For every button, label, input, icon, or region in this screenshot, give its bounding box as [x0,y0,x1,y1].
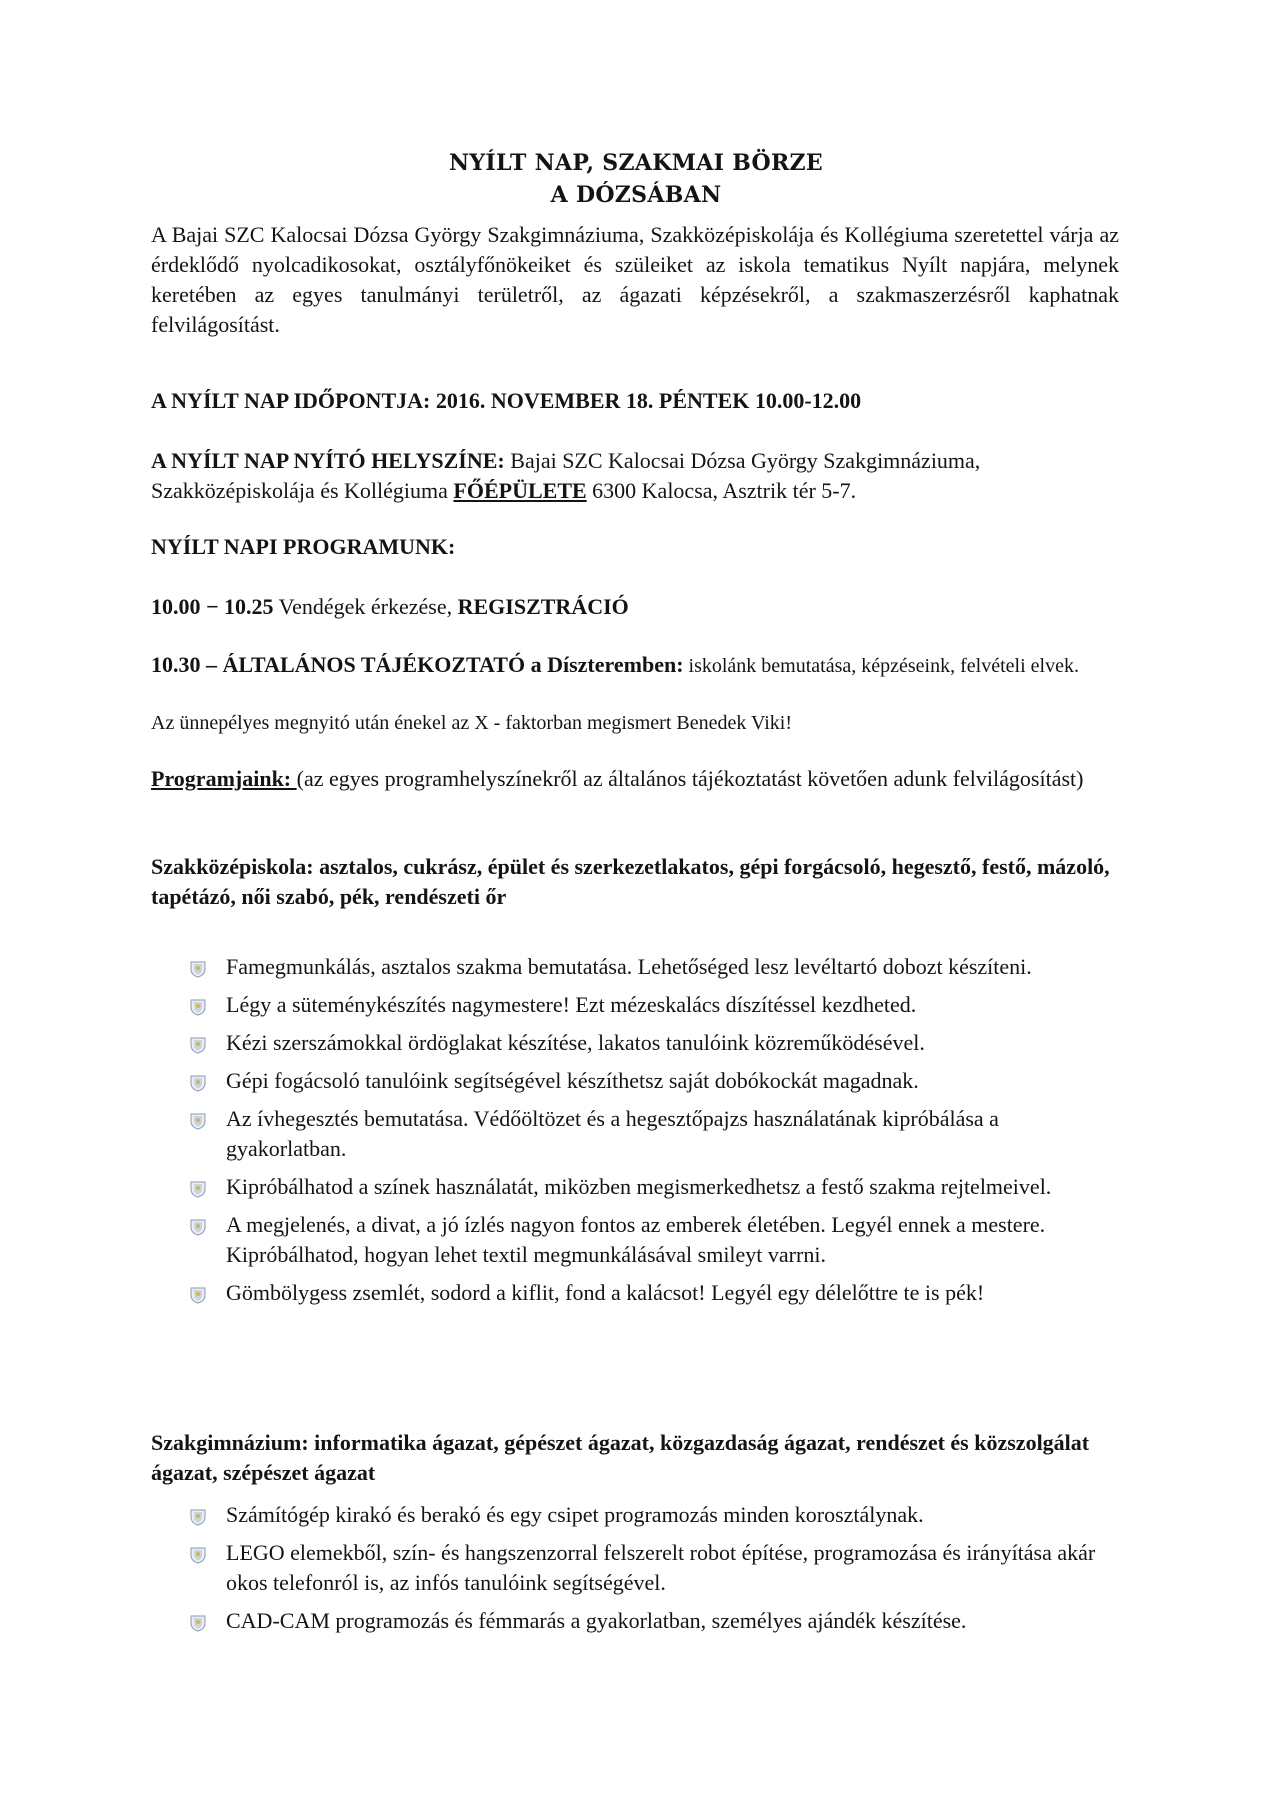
list-item: CAD-CAM programozás és fémmarás a gyakorlatban, személyes ajándék készítése. [188,1606,1118,1636]
list-item: Gépi fogácsoló tanulóink segítségével készíthetsz saját dobókockát magadnak. [188,1066,1118,1096]
list-item: Kipróbálhatod a színek használatát, miközben megismerkedhetsz a festő szakma rejtelmeivel. [188,1172,1118,1202]
school-crest-icon [190,994,206,1012]
date-line: A NYÍLT NAP IDŐPONTJA: 2016. NOVEMBER 18. PÉNTEK 10.00-12.00 [151,388,862,413]
schedule-text: Vendégek érkezése, [273,594,458,619]
schedule-time: 10.00 − 10.25 [151,594,274,619]
intro-paragraph: A Bajai SZC Kalocsai Dózsa György Szakgimnáziuma, Szakközépiskolája és Kollégiuma szeretettel várja az érdeklődő nyolcadikosokat, osztályfőnökeiket és szüleiket az iskola tematikus Nyílt napjára, melynek keretében az egyes tanulmányi területről, az ágazati képzésekről, a szakmaszerzésről kaphatnak felvilágosítást. [151,222,1119,337]
document-title-line-2: A DÓZSÁBAN [550,182,722,208]
secondary-list [188,1500,1118,1636]
secondary-heading: Szakgimnázium: informatika ágazat, gépészet ágazat, közgazdaság ágazat, rendészet és közszolgálat ágazat, szépészet ágazat [151,1430,1090,1485]
schedule-bold: REGISZTRÁCIÓ [457,594,629,619]
list-item: Légy a süteménykészítés nagymestere! Ezt mézeskalács díszítéssel kezdheted. [188,990,1118,1020]
school-crest-icon [190,1108,206,1126]
programs-paragraph [151,764,1119,794]
venue-text-2: 6300 Kalocsa, Asztrik tér 5-7. [586,478,857,503]
schedule-time: 10.30 – ÁLTALÁNOS TÁJÉKOZTATÓ a Díszteremben: [151,652,684,677]
document-title-line-1: NYÍLT NAP, SZAKMAI BÖRZE [448,150,823,176]
list-item: Kézi szerszámokkal ördöglakat készítése, lakatos tanulóink közreműködésével. [188,1028,1118,1058]
schedule-text: iskolánk bemutatása, képzéseink, felvételi elvek. [683,655,1079,677]
venue-text-1: Bajai SZC Kalocsai Dózsa György Szakgimnáziuma, Szakközépiskolája és Kollégiuma [151,448,981,503]
schedule-note: Az ünnepélyes megnyitó után énekel az X - faktorban megismert Benedek Viki! [151,712,792,734]
programs-label: Programjaink: [151,766,297,791]
vocational-heading: Szakközépiskola: asztalos, cukrász, épület és szerkezetlakatos, gépi forgácsoló, hegesztő, festő, mázoló, tapétázó, női szabó, pék, rendészeti őr [151,854,1110,909]
schedule-item-registration [151,592,1119,622]
list-item: LEGO elemekből, szín- és hangszenzorral felszerelt robot építése, programozása és irányítása akár okos telefonról is, az infós tanulóink segítségével. [188,1538,1118,1598]
school-crest-icon [190,1542,206,1560]
school-crest-icon [190,1282,206,1300]
school-crest-icon [190,956,206,974]
vocational-list [188,952,1118,1308]
program-heading: NYÍLT NAPI PROGRAMUNK: [151,534,456,559]
programs-text: (az egyes programhelyszínekről az általános tájékoztatást követően adunk felvilágosítást) [296,766,1084,791]
list-item: Famegmunkálás, asztalos szakma bemutatása. Lehetőséged lesz levéltartó dobozt készíteni. [188,952,1118,982]
school-crest-icon [190,1610,206,1628]
list-item: Gömbölygess zsemlét, sodord a kiflit, fond a kalácsot! Legyél egy délelőttre te is pék! [188,1278,1118,1308]
school-crest-icon [190,1070,206,1088]
school-crest-icon [190,1214,206,1232]
venue-paragraph [151,446,1119,506]
venue-label: A NYÍLT NAP NYÍTÓ HELYSZÍNE: [151,448,505,473]
list-item: Számítógép kirakó és berakó és egy csipet programozás minden korosztálynak. [188,1500,1118,1530]
schedule-item-info [151,652,1119,679]
list-item: Az ívhegesztés bemutatása. Védőöltözet és a hegesztőpajzs használatának kipróbálása a gyakorlatban. [188,1104,1118,1164]
venue-building: FŐÉPÜLETE [453,478,587,503]
school-crest-icon [190,1032,206,1050]
list-item: A megjelenés, a divat, a jó ízlés nagyon fontos az emberek életében. Legyél ennek a mestere. Kipróbálhatod, hogyan lehet textil megmunkálásával smileyt varrni. [188,1210,1118,1270]
school-crest-icon [190,1176,206,1194]
school-crest-icon [190,1504,206,1522]
